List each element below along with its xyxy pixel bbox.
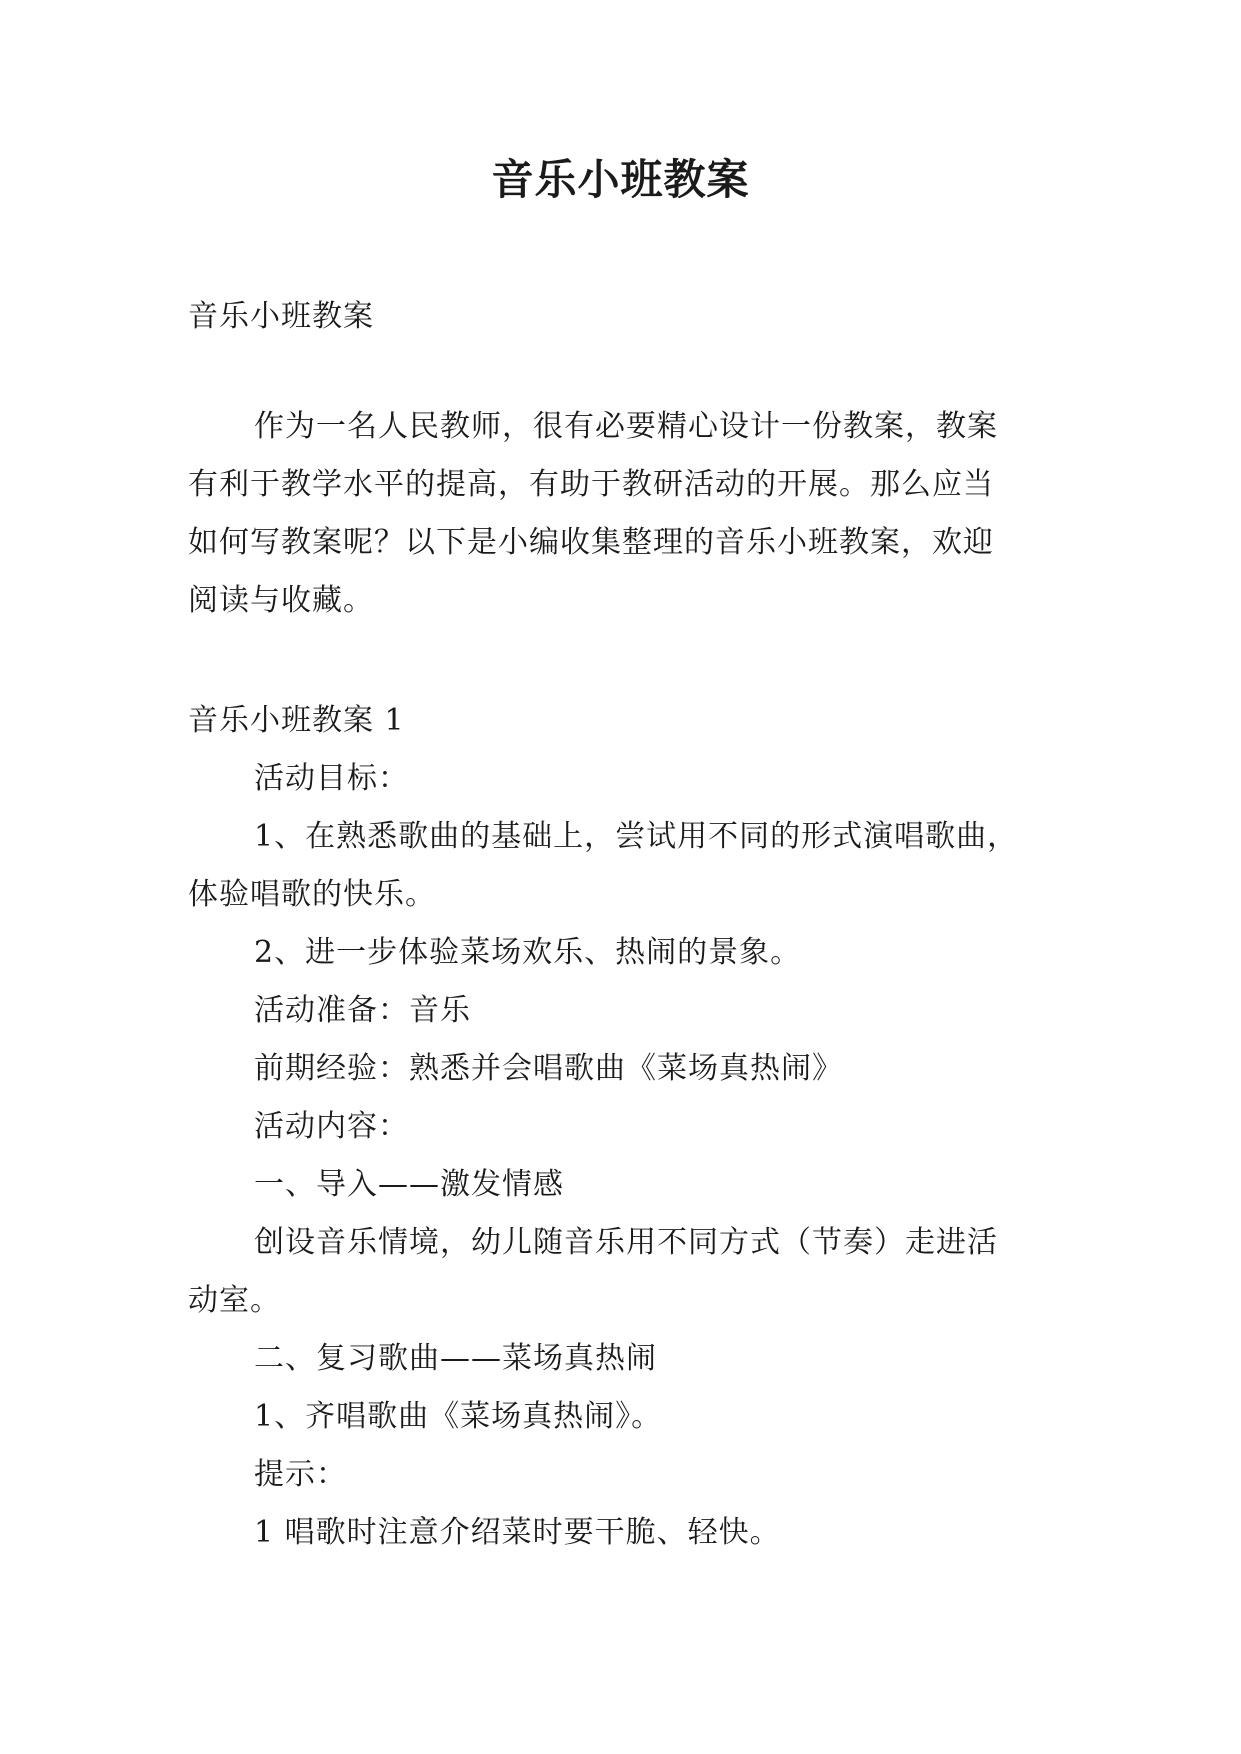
section-heading: 音乐小班教案 1 [188, 703, 405, 738]
paragraph-line: 活动内容： [254, 1109, 409, 1144]
paragraph-line: 1、在熟悉歌曲的基础上，尝试用不同的形式演唱歌曲， [254, 819, 1019, 854]
paragraph-line: 作为一名人民教师，很有必要精心设计一份教案，教案 [254, 409, 998, 444]
paragraph-line: 如何写教案呢？以下是小编收集整理的音乐小班教案，欢迎 [188, 525, 994, 560]
paragraph-line: 提示： [254, 1457, 347, 1492]
paragraph-line: 一、导入——激发情感 [254, 1167, 564, 1202]
paragraph-line: 有利于教学水平的提高，有助于教研活动的开展。那么应当 [188, 467, 994, 502]
paragraph-line: 2、进一步体验菜场欢乐、热闹的景象。 [254, 935, 802, 970]
paragraph-line: 活动准备：音乐 [254, 993, 471, 1028]
paragraph-line: 前期经验：熟悉并会唱歌曲《菜场真热闹》 [254, 1051, 843, 1086]
document-title: 音乐小班教案 [491, 155, 750, 204]
paragraph-line: 体验唱歌的快乐。 [188, 877, 436, 912]
subtitle-line: 音乐小班教案 [188, 299, 374, 334]
paragraph-line: 动室。 [188, 1283, 281, 1318]
paragraph-line: 活动目标： [254, 761, 409, 796]
paragraph-line: 创设音乐情境，幼儿随音乐用不同方式（节奏）走进活 [254, 1225, 998, 1260]
paragraph-line: 1 唱歌时注意介绍菜时要干脆、轻快。 [254, 1515, 781, 1550]
paragraph-line: 二、复习歌曲——菜场真热闹 [254, 1341, 657, 1376]
paragraph-line: 1、齐唱歌曲《菜场真热闹》。 [254, 1399, 663, 1434]
paragraph-line: 阅读与收藏。 [188, 583, 374, 618]
